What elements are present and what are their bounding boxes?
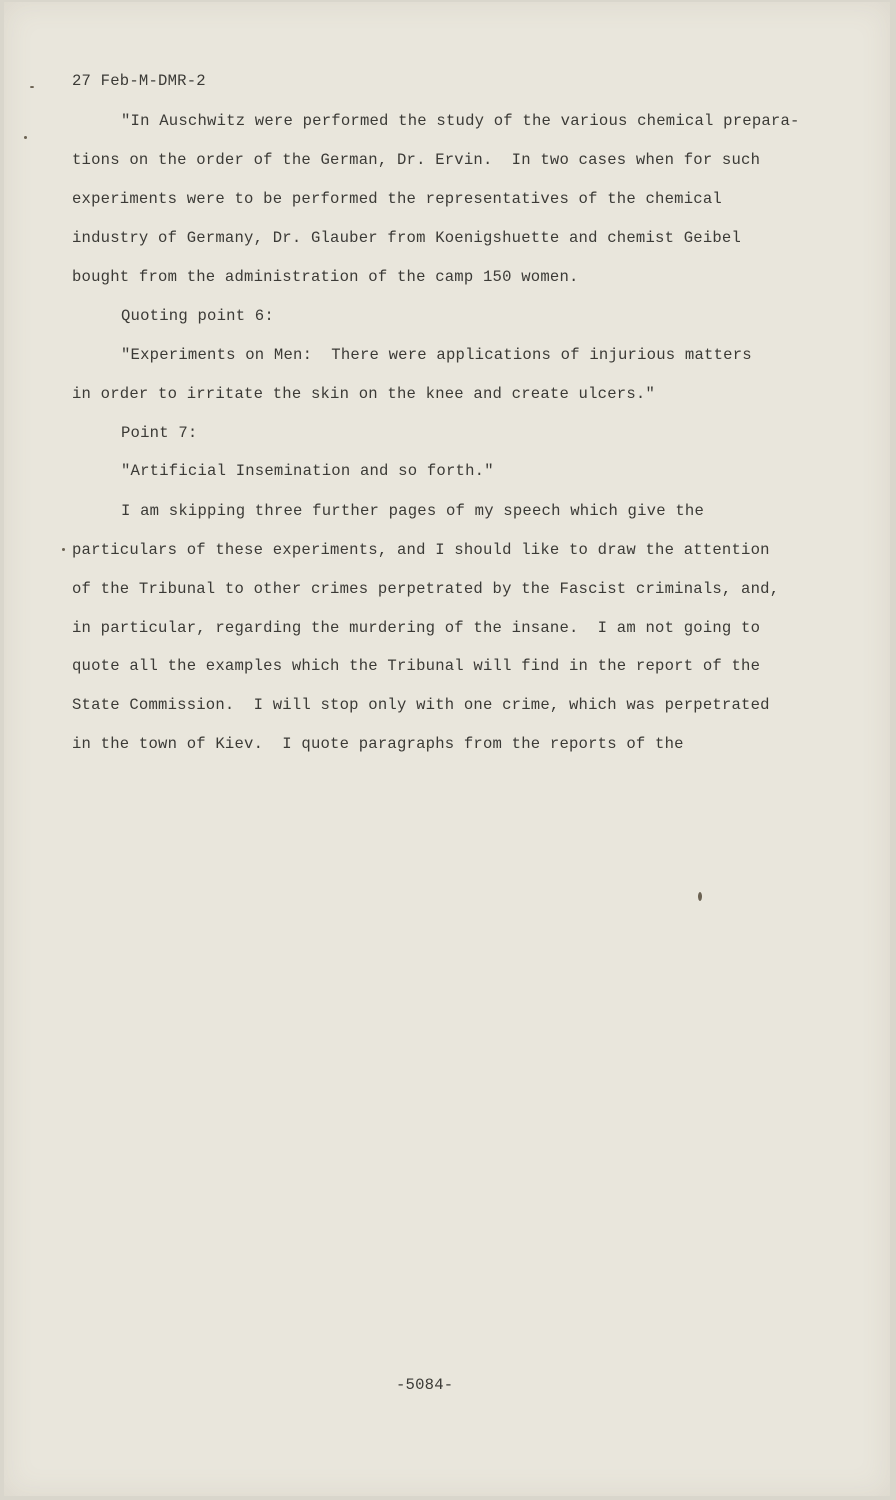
document-header: 27 Feb-M-DMR-2	[72, 72, 206, 90]
text-line: industry of Germany, Dr. Glauber from Koenigshuette and chemist Geibel	[72, 229, 742, 247]
paper-speck	[698, 892, 702, 901]
text-line: of the Tribunal to other crimes perpetrated by the Fascist criminals, and,	[72, 580, 780, 598]
paper-speck	[30, 86, 34, 88]
text-line: in the town of Kiev. I quote paragraphs from the reports of the	[72, 735, 684, 753]
text-line: I am skipping three further pages of my speech which give the	[121, 502, 705, 520]
text-line: in order to irritate the skin on the knee and create ulcers."	[72, 385, 656, 403]
text-line: bought from the administration of the camp 150 women.	[72, 268, 579, 286]
text-line: "Artificial Insemination and so forth."	[121, 462, 494, 480]
text-line: Point 7:	[121, 424, 198, 442]
text-line: experiments were to be performed the representatives of the chemical	[72, 190, 722, 208]
text-line: tions on the order of the German, Dr. Ervin. In two cases when for such	[72, 151, 761, 169]
paper-speck	[24, 136, 27, 139]
text-line: State Commission. I will stop only with one crime, which was perpetrated	[72, 696, 770, 714]
text-line: Quoting point 6:	[121, 307, 274, 325]
text-line: "In Auschwitz were performed the study of the various chemical prepara-	[121, 112, 800, 130]
text-line: quote all the examples which the Tribunal will find in the report of the	[72, 657, 761, 675]
text-line: particulars of these experiments, and I should like to draw the attention	[72, 541, 770, 559]
text-line: in particular, regarding the murdering of the insane. I am not going to	[72, 619, 761, 637]
paper-speck	[62, 548, 65, 551]
text-line: "Experiments on Men: There were applications of injurious matters	[121, 346, 752, 364]
page-number: -5084-	[396, 1376, 454, 1394]
